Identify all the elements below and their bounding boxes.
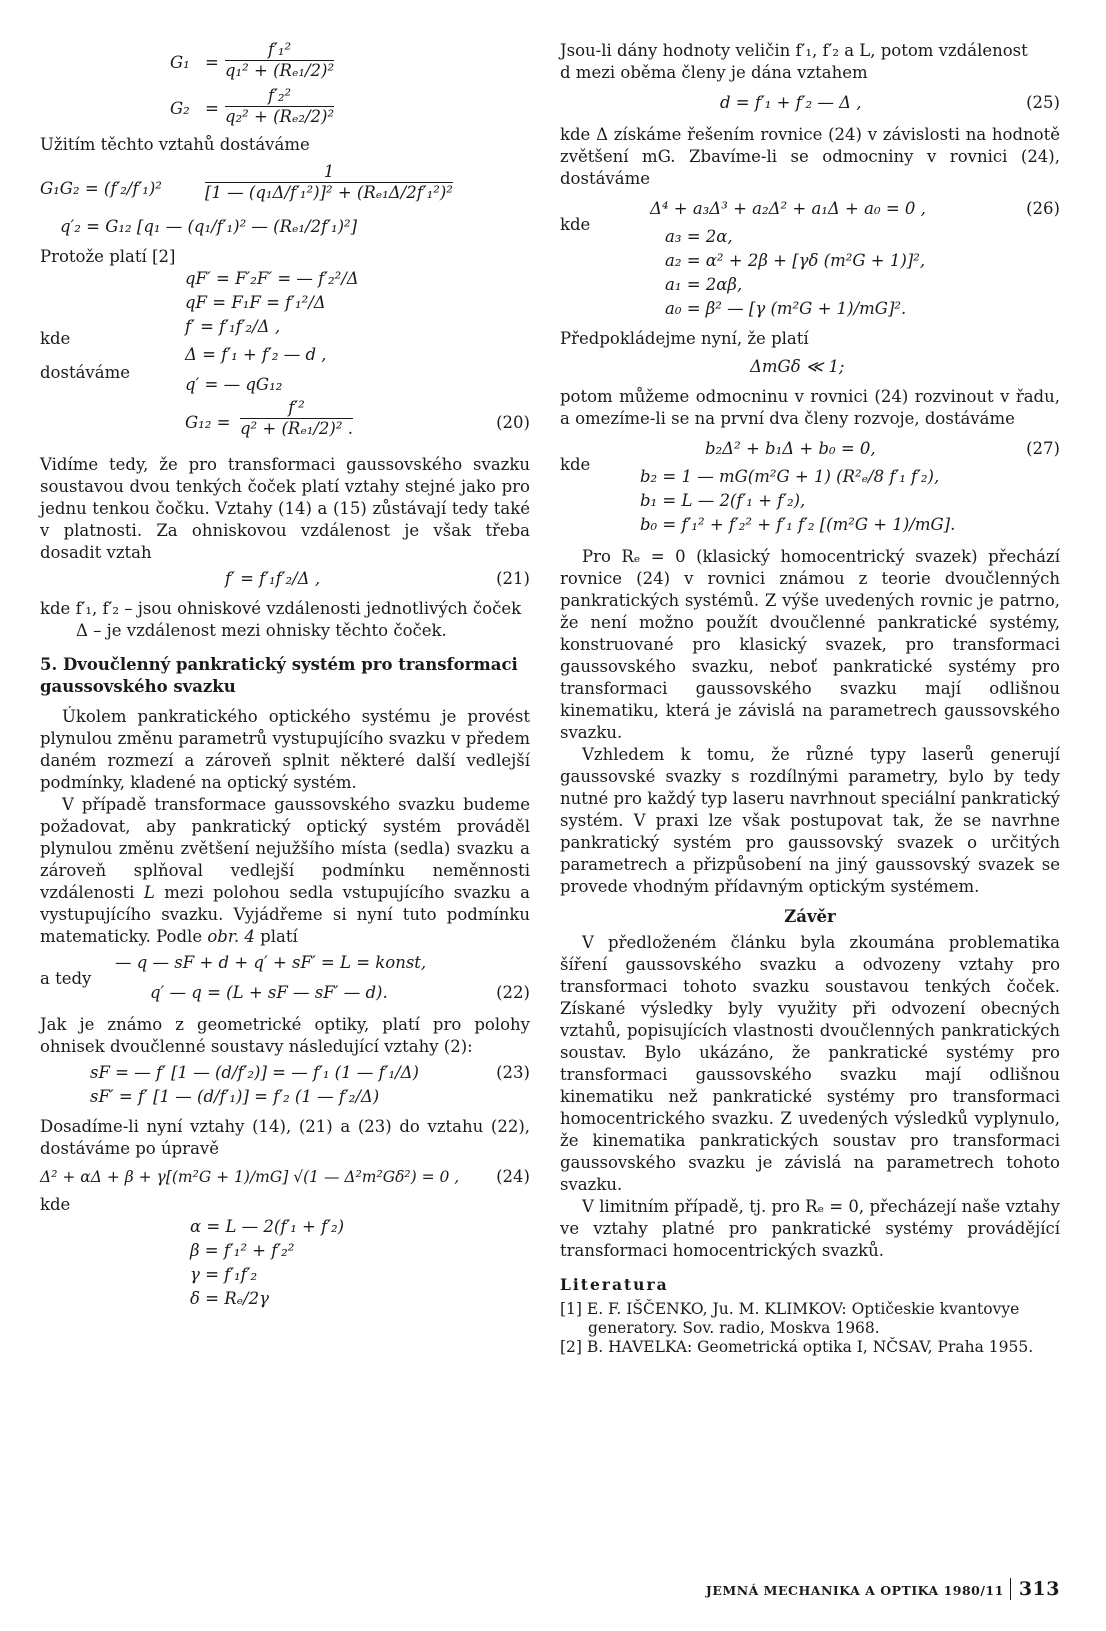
left-column [40, 40, 530, 1312]
equation-g1: G₁ = $\frac{\text{f′₁²}}{\text{q₁² + (Rₑ₁/2)²}}$ [170, 40, 335, 80]
paragraph: d mezi oběma členy je dána vztahem [560, 63, 868, 82]
paragraph: Vidíme tedy, že pro transformaci gaussovského svazku soustavou dvou tenkých čoček platí vztahy stejné jako pro jednu tenkou čočku. Vztahy (14) a (15) zůstávají tedy také v platnosti. Za ohniskovou vzdálenost je však třeba dosadit vztah [40, 455, 530, 562]
paragraph: Úkolem pankratického optického systému je provést plynulou změnu parametrů vystupujícího svazku v předem daném rozmezí a zároveň splnit některé další vedlejší podmínky, kladené na optický systém. [40, 707, 530, 792]
equation-delta-small: δ = Rₑ/2γ [190, 1289, 269, 1308]
paragraph: kde f′₁, f′₂ – jsou ohniskové vzdálenosti jednotlivých čoček [40, 599, 522, 618]
equation-q: dostáváme q′ = — qG₁₂ [40, 363, 283, 394]
paragraph: Užitím těchto vztahů dostáváme [40, 135, 310, 154]
equation-gamma: γ = f′₁f′₂ [190, 1265, 258, 1284]
equation-24: Δ² + αΔ + β + γ[(m²G + 1)/mG] √(1 — Δ²m²Gδ²) = 0 , (24) [40, 1167, 530, 1186]
equation-delta: kde Δ = f′₁ + f′₂ — d , [40, 329, 327, 364]
equation-b0: b₀ = f′₁² + f′₂² + f′₁ f′₂ [(m²G + 1)/mG]. [640, 515, 956, 534]
equation-26: Δ⁴ + a₃Δ³ + a₂Δ² + a₁Δ + a₀ = 0 , (26) kde [560, 199, 1060, 234]
paragraph: potom můžeme odmocninu v rovnici (24) rozvinout v řadu, a omezíme-li se na první dva členy rozvoje, dostáváme [560, 387, 1060, 428]
equation-g2: G₂ = $\frac{\text{f′₂²}}{\text{q₂² + (Rₑ₂/2)²}}$ [170, 86, 335, 126]
equation-b2: b₂ = 1 — mG(m²G + 1) (R²ₑ/8 f′₁ f′₂), [640, 467, 940, 486]
paragraph: V předloženém článku byla zkoumána problematika šíření gaussovského svazku a odvozeny vztahy pro transformaci tohoto svazku soustavou tenkých čoček. Získané výsledky byly využity při odvození obecných vztahů, popisujících vlastnosti dvoučlenných pankratických soustav. Bylo ukázáno, že pankratické systémy pro transformaci gaussovského svazku mají odlišnou kinematiku než pankratické systémy pro transformaci homocentrického svazku. Z uvedených výsledků vyplynulo, že kinematika pankratických soustav pro transformaci gaussovského svazku je závislá na parametrech tohoto svazku. [560, 933, 1060, 1194]
paragraph: V případě transformace gaussovského svazku budeme požadovat, aby pankratický optický systém prováděl plynulou změnu zvětšení nejužšího místa (sedla) svazku a zároveň splňoval vedlejší podmínku neměnnosti vzdálenosti L mezi polohou sedla vstupujícího svazku a vystupujícího svazku. Vyjádřeme si nyní tuto podmínku matematicky. Podle obr. 4 platí [40, 795, 530, 946]
equation-g1g2: G₁G₂ = (f′₂/f′₁)² $\frac{1}{\text{[1 — (q₁Δ/f′₁²)]² + (Rₑ₁Δ/2f′₁²)²}}$ [40, 162, 453, 202]
equation-f: f′ = f′₁f′₂/Δ , [185, 317, 281, 336]
paragraph: Jsou-li dány hodnoty veličin f′₁, f′₂ a L, potom vzdálenost [560, 41, 1028, 60]
equation-beta: β = f′₁² + f′₂² [190, 1241, 295, 1260]
equation-a2: a₂ = α² + 2β + [γδ (m²G + 1)]², [665, 251, 926, 270]
equation-23b: sF′ = f′ [1 — (d/f′₁)] = f′₂ (1 — f′₂/Δ) [90, 1087, 380, 1106]
section-heading: Závěr [784, 907, 836, 926]
paragraph: Předpokládejme nyní, že platí [560, 329, 809, 348]
reference-item: [1] E. F. IŠČENKO, Ju. M. KLIMKOV: Optičeskie kvantovye generatory. Sov. radio, Moskva 1968. [560, 1300, 1020, 1337]
paragraph: Jak je známo z geometrické optiky, platí pro polohy ohnisek dvoučlenné soustavy následující vztahy (2): [40, 1015, 530, 1056]
equation-alpha: α = L — 2(f′₁ + f′₂) [190, 1217, 345, 1236]
equation-23: sF = — f′ [1 — (d/f′₂)] = — f′₁ (1 — f′₁/Δ) (23) [90, 1063, 530, 1082]
section-heading: 5. Dvoučlenný pankratický systém pro transformaci gaussovského svazku [40, 655, 518, 696]
equation-21: f′ = f′₁f′₂/Δ , (21) [225, 569, 530, 588]
equation-a0: a₀ = β² — [γ (m²G + 1)/mG]². [665, 299, 907, 318]
equation-20: G₁₂ = $\frac{\text{f′²}}{\text{q² + (Rₑ₁/2)² .}}$ (20) [185, 398, 530, 438]
references-title: Literatura [560, 1275, 669, 1294]
paragraph: kde Δ získáme řešením rovnice (24) v závislosti na hodnotě zvětšení mG. Zbavíme-li se odmocniny v rovnici (24), dostáváme [560, 125, 1060, 188]
equation-a1: a₁ = 2αβ, [665, 275, 743, 294]
paragraph: Vzhledem k tomu, že různé typy laserů generují gaussovské svazky s rozdílnými parametry, bylo by tedy nutné pro každý typ laseru navrhnout speciální pankratický systém. V praxi lze však postupovat tak, že se navrhne pankratický systém pro gaussovský svazek o určitých parametrech a přizpůsobení na jiný gaussovský svazek se provede vhodným přídavným optickým systémem. [560, 745, 1060, 896]
equation-qf-prime: qF′ = F′₂F′ = — f′₂²/Δ [185, 269, 359, 288]
paragraph: Protože platí [2] [40, 247, 176, 266]
paragraph: Δ – je vzdálenost mezi ohnisky těchto čoček. [76, 621, 447, 640]
equation-a3: a₃ = 2α, [665, 227, 733, 246]
equation-27: b₂Δ² + b₁Δ + b₀ = 0, (27) kde [560, 439, 1060, 474]
reference-item: [2] B. HAVELKA: Geometrická optika I, NČSAV, Praha 1955. [560, 1338, 1034, 1356]
equation-22a: — q — sF + d + q′ + sF′ = L = konst, [115, 953, 427, 972]
right-column [560, 40, 1060, 1357]
label-kde: kde [40, 1195, 71, 1214]
equation-b1: b₁ = L — 2(f′₁ + f′₂), [640, 491, 806, 510]
page-footer [560, 1578, 1060, 1600]
paragraph: Pro Rₑ = 0 (klasický homocentrický svazek) přechází rovnice (24) v rovnici známou z teorie dvoučlenných pankratických systémů. Z výše uvedených rovnic je patrno, že není možno použít dvoučlenné pankratické systémy, konstruované pro klasický svazek, pro transformaci gaussovského svazku, neboť pankratické systémy pro transformaci gaussovského svazku mají odlišnou kinematiku, která je závislá na parametrech gaussovského svazku. [560, 547, 1060, 742]
page-number: 313 [1010, 1578, 1060, 1600]
equation-25: d = f′₁ + f′₂ — Δ , (25) [720, 93, 1060, 112]
paragraph: V limitním případě, tj. pro Rₑ = 0, přecházejí naše vztahy ve vztahy platné pro pankratické systémy provádějící transformaci homocentrických svazků. [560, 1197, 1060, 1260]
equation-q2: q′₂ = G₁₂ [q₁ — (q₁/f′₁)² — (Rₑ₁/2f′₁)²] [60, 217, 358, 236]
journal-name: JEMNÁ MECHANIKA A OPTIKA 1980/11 [705, 1583, 1004, 1598]
equation-condition: ΔmGδ ≪ 1; [750, 357, 845, 376]
equation-22: a tedy q′ — q = (L + sF — sF′ — d). (22) [40, 969, 530, 1002]
equation-qf: qF = F₁F = f′₁²/Δ [185, 293, 326, 312]
paragraph: Dosadíme-li nyní vztahy (14), (21) a (23) do vztahu (22), dostáváme po úpravě [40, 1117, 530, 1158]
